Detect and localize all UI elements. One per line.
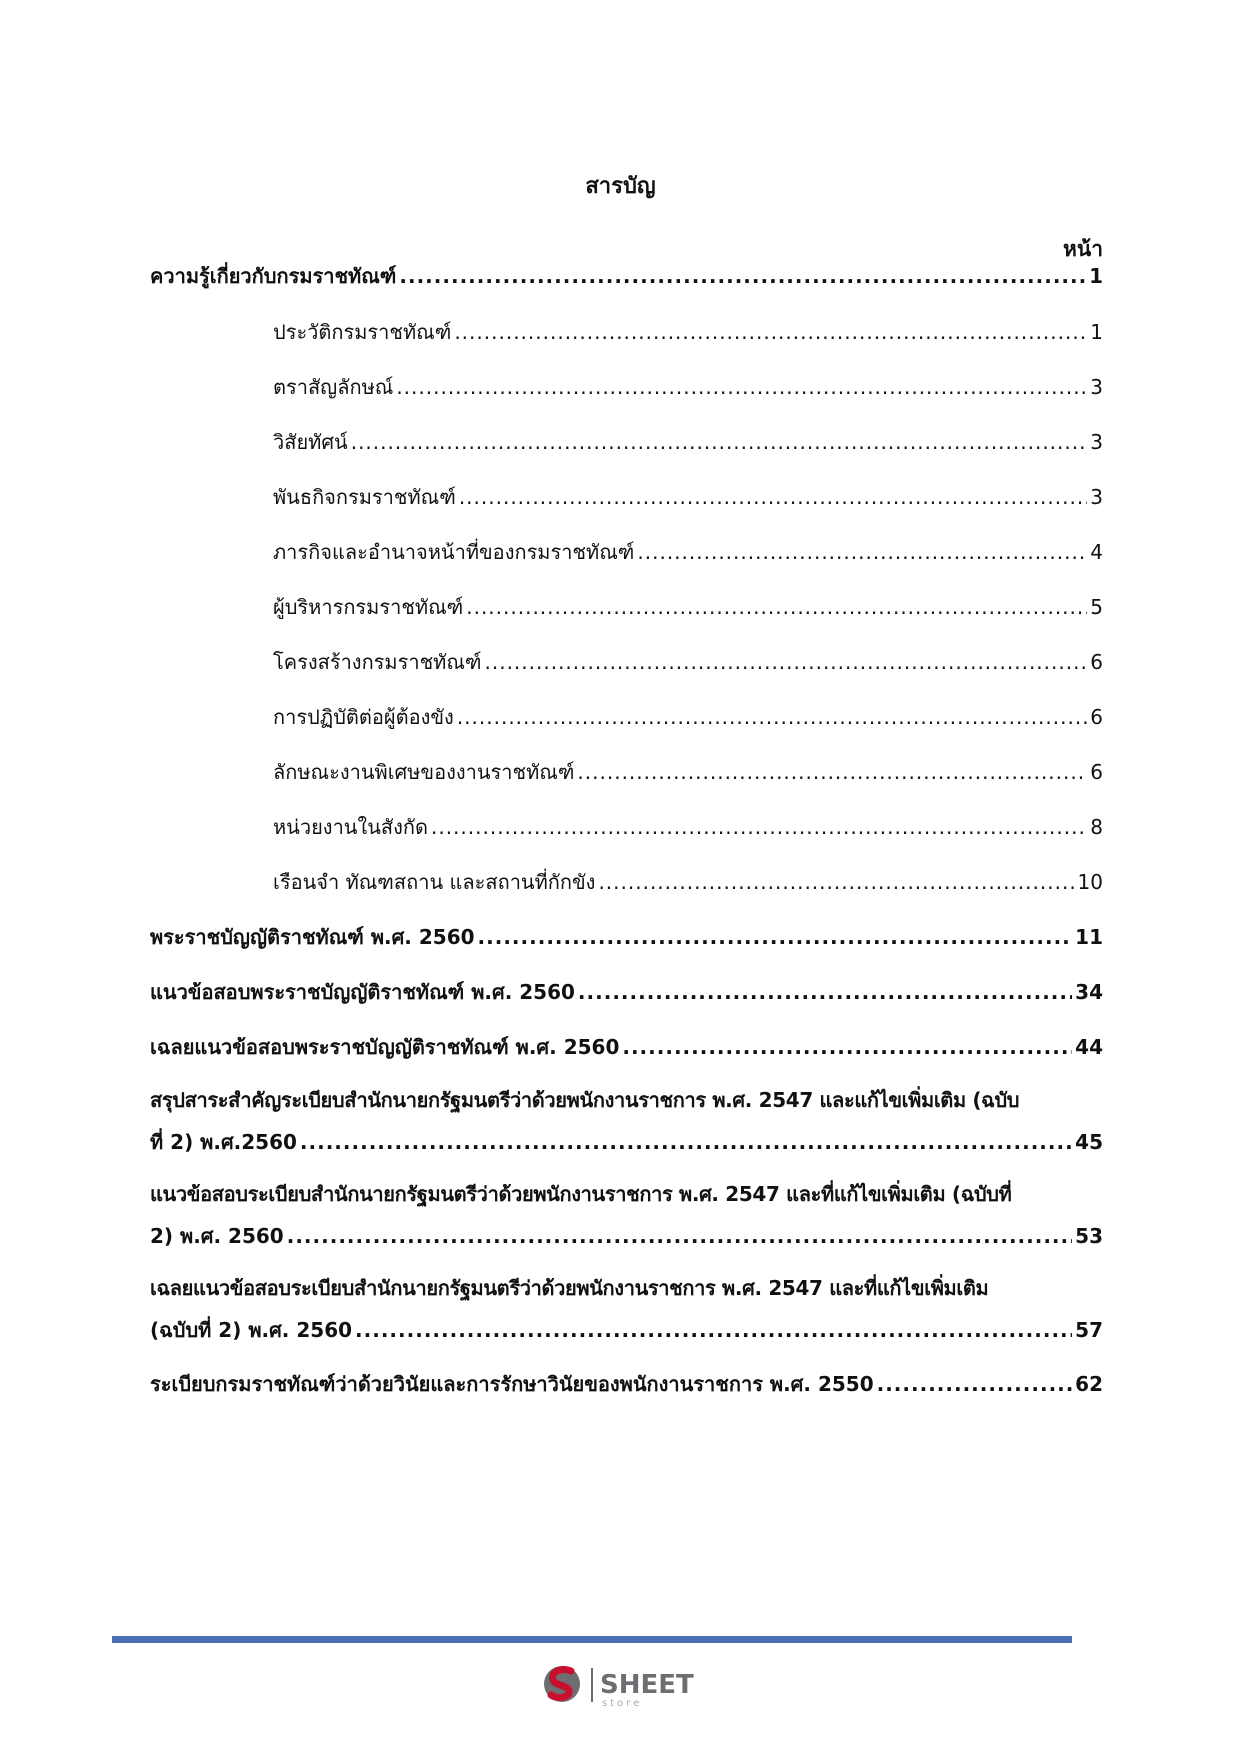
leader-dots [457,703,1087,731]
leader-dots [351,428,1088,456]
toc-subentry [273,648,1103,676]
toc-entry-page: 8 [1090,815,1103,839]
toc-subentry [273,318,1103,346]
toc-entry-page: 57 [1075,1318,1103,1342]
leader-dots [454,318,1087,346]
toc-entry-page: 3 [1090,375,1103,399]
toc-entry-page: 45 [1075,1130,1103,1154]
leader-dots [431,813,1087,841]
toc-entry [150,1086,1103,1156]
toc-entry-page: 5 [1090,595,1103,619]
toc-entry-title-line1: สรุปสาระสำคัญระเบียบสำนักนายกรัฐมนตรีว่าด้วยพนักงานราชการ พ.ศ. 2547 และแก้ไขเพิ่มเติม (ฉบับ [150,1088,1020,1112]
toc-entry-page: 4 [1090,540,1103,564]
toc-entry [150,1274,1103,1344]
toc-entry-page: 3 [1090,430,1103,454]
toc-subentry [273,758,1103,786]
toc-entry-page: 1 [1089,264,1103,288]
toc-entry [150,1180,1103,1250]
leader-dots [578,978,1072,1006]
leader-dots [287,1222,1072,1250]
toc-entry-title: ภารกิจและอำนาจหน้าที่ของกรมราชทัณฑ์ [273,540,635,564]
leader-dots [577,758,1087,786]
toc-entry-title: ความรู้เกี่ยวกับกรมราชทัณฑ์ [150,264,397,288]
toc-subentry [273,868,1103,896]
leader-dots [396,373,1087,401]
toc-entry [150,1370,1103,1398]
toc-entry-page: 62 [1075,1372,1103,1396]
toc-entry-page: 11 [1075,925,1103,949]
leader-dots [399,262,1086,290]
toc-entry-page: 6 [1090,705,1103,729]
toc-entry-page: 1 [1090,320,1103,344]
toc-subentry [273,428,1103,456]
toc-entry-title: แนวข้อสอบพระราชบัญญัติราชทัณฑ์ พ.ศ. 2560 [150,980,575,1004]
sheet-store-logo-icon [540,1660,720,1710]
toc-entry-page: 34 [1075,980,1103,1004]
toc-entry [150,1033,1103,1061]
toc-entry-title: วิสัยทัศน์ [273,430,348,454]
toc-subentry [273,483,1103,511]
toc-entry-page: 6 [1090,650,1103,674]
leader-dots [478,923,1073,951]
toc-entry-title: ระเบียบกรมราชทัณฑ์ว่าด้วยวินัยและการรักษาวินัยของพนักงานราชการ พ.ศ. 2550 [150,1372,874,1396]
leader-dots [877,1370,1073,1398]
toc-title: สารบัญ [585,174,656,199]
toc-entry [150,262,1103,290]
leader-dots [598,868,1074,896]
logo-subtext: store [602,1698,643,1709]
toc-entry-title-line1: แนวข้อสอบระเบียบสำนักนายกรัฐมนตรีว่าด้วยพนักงานราชการ พ.ศ. 2547 และที่แก้ไขเพิ่มเติม (ฉบับที่ [150,1182,1012,1206]
toc-subentry [273,373,1103,401]
toc-entry-title: การปฏิบัติต่อผู้ต้องขัง [273,705,454,729]
toc-subentry [273,538,1103,566]
toc-entry-title-line2: 2) พ.ศ. 2560 [150,1224,284,1248]
sheet-store-logo [540,1660,720,1710]
toc-entry-title-line1: เฉลยแนวข้อสอบระเบียบสำนักนายกรัฐมนตรีว่าด้วยพนักงานราชการ พ.ศ. 2547 และที่แก้ไขเพิ่มเติม [150,1276,989,1300]
leader-dots [622,1033,1072,1061]
toc-entry-page: 3 [1090,485,1103,509]
toc-entry-page: 44 [1075,1035,1103,1059]
toc-entry-title: ลักษณะงานพิเศษของงานราชทัณฑ์ [273,760,575,784]
toc-entry-title: หน่วยงานในสังกัด [273,815,428,839]
toc-entry-title-line2: ที่ 2) พ.ศ.2560 [150,1130,297,1154]
toc-entry-title: ประวัติกรมราชทัณฑ์ [273,320,452,344]
toc-entry-title: โครงสร้างกรมราชทัณฑ์ [273,650,482,674]
toc-entry-page: 53 [1075,1224,1103,1248]
toc-subentry [273,703,1103,731]
leader-dots [637,538,1087,566]
logo-text: SHEET [600,1670,694,1700]
toc-entry-title: พันธกิจกรมราชทัณฑ์ [273,485,456,509]
toc-entry-title: พระราชบัญญัติราชทัณฑ์ พ.ศ. 2560 [150,925,475,949]
toc-entry [150,923,1103,951]
leader-dots [300,1128,1072,1156]
toc-entry-page: 10 [1077,870,1103,894]
page-column-heading: หน้า [1063,237,1103,261]
leader-dots [355,1316,1072,1344]
toc-entry-title: ผู้บริหารกรมราชทัณฑ์ [273,595,464,619]
toc-subentry [273,593,1103,621]
toc-entry-title: ตราสัญลักษณ์ [273,375,394,399]
leader-dots [466,593,1087,621]
toc-entry [150,978,1103,1006]
leader-dots [459,483,1087,511]
toc-subentry [273,813,1103,841]
toc-entry-title-line2: (ฉบับที่ 2) พ.ศ. 2560 [150,1318,353,1342]
footer-divider [112,1636,1072,1643]
leader-dots [485,648,1088,676]
toc-entry-title: เรือนจำ ทัณฑสถาน และสถานที่กักขัง [273,870,596,894]
toc-entry-title: เฉลยแนวข้อสอบพระราชบัญญัติราชทัณฑ์ พ.ศ. 2560 [150,1035,620,1059]
toc-entry-page: 6 [1090,760,1103,784]
